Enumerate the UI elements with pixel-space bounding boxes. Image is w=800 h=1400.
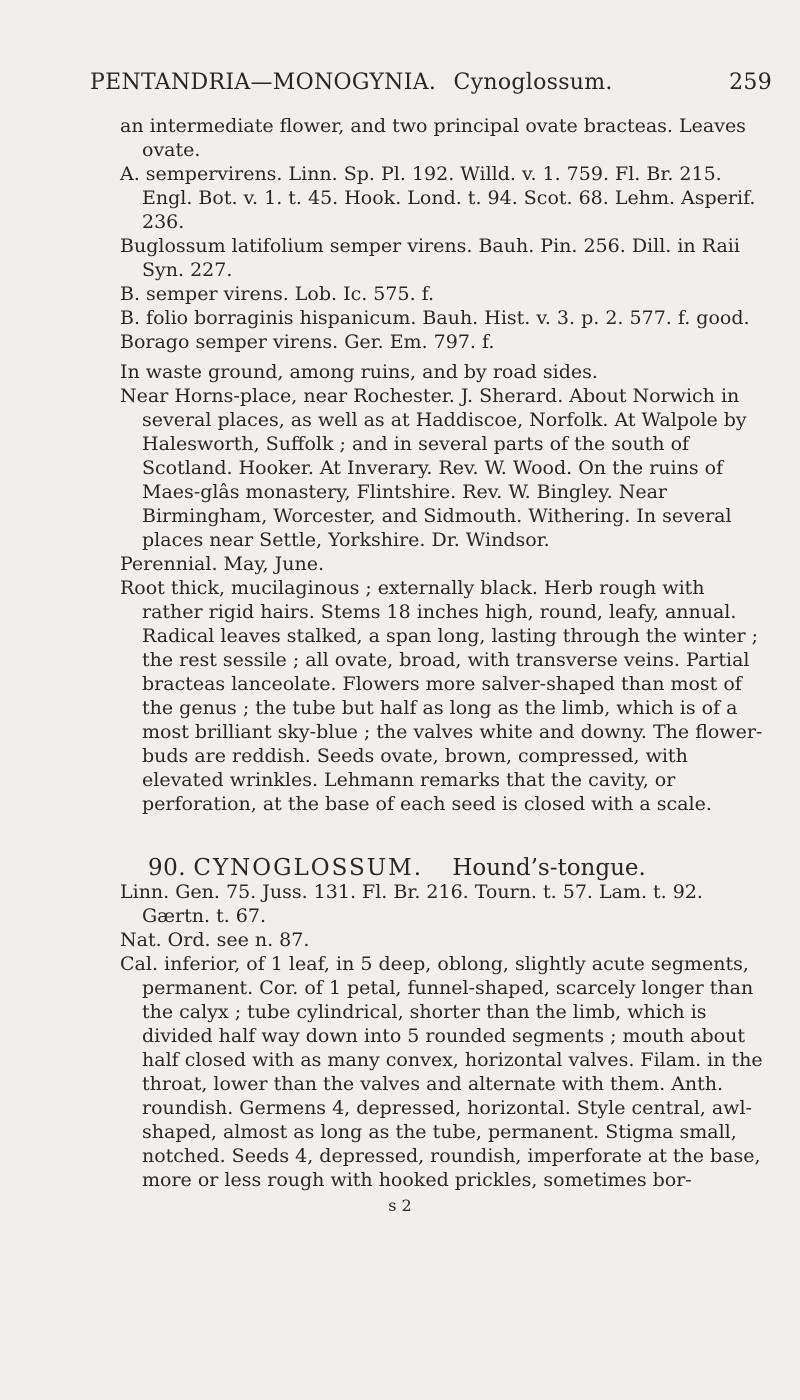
synonym-2: B. semper virens. Lob. Ic. 575. f. xyxy=(120,283,435,305)
signature-mark: s 2 xyxy=(388,1196,412,1215)
continuation-paragraph: an intermediate flower, and two principal ovate bracteas. Leaves ovate. xyxy=(120,115,746,161)
duration-paragraph: Perennial. May, June. xyxy=(120,553,324,575)
synonym-3: B. folio borraginis hispanicum. Bauh. Hist. v. 3. p. 2. 577. f. good. xyxy=(120,307,750,329)
genus-references: Linn. Gen. 75. Juss. 131. Fl. Br. 216. Tourn. t. 57. Lam. t. 92. Gærtn. t. 67. xyxy=(120,881,703,927)
genus-common-name: Hound’s-tongue. xyxy=(452,855,646,881)
habitat-paragraph: In waste ground, among ruins, and by road sides. xyxy=(120,361,598,383)
variety-a-paragraph: A. sempervirens. Linn. Sp. Pl. 192. Willd. v. 1. 759. Fl. Br. 215. Engl. Bot. v. 1. t. 45. Hook. Lond. t. 94. Scot. 68. Lehm. Asperif. 236. xyxy=(120,163,756,233)
running-header xyxy=(90,70,772,106)
localities-paragraph: Near Horns-place, near Rochester. J. Sherard. About Norwich in several places, as well as at Haddiscoe, Norfolk. At Walpole by Halesworth, Suffolk ; and in several parts of the south of Scotland. Hooker. At Inverary. Rev. W. Wood. On the ruins of Maes-glâs monastery, Flintshire. Rev. W. Bingley. Near Birmingham, Worcester, and Sidmouth. Withering. In several places near Settle, Yorkshire. Dr. Windsor. xyxy=(120,385,747,551)
genus-heading xyxy=(0,856,800,880)
header-genus: Cynoglossum. xyxy=(453,70,613,95)
description-paragraph: Root thick, mucilaginous ; externally black. Herb rough with rather rigid hairs. Stems 18 inches high, round, leafy, annual. Radical leaves stalked, a span long, lasting through the winter ; the rest sessile ; all ovate, broad, with transverse veins. Partial bracteas lanceolate. Flowers more salver-shaped than most of the genus ; the tube but half as long as the limb, which is of a most brilliant sky-blue ; the valves white and downy. The flower-buds are reddish. Seeds ovate, brown, compressed, with elevated wrinkles. Lehmann remarks that the cavity, or perforation, at the base of each seed is closed with a scale. xyxy=(120,577,763,815)
page-number: 259 xyxy=(729,70,772,95)
natural-order: Nat. Ord. see n. 87. xyxy=(120,929,310,951)
genus-number: 90. xyxy=(148,855,187,881)
genus-name: CYNOGLOSSUM. xyxy=(193,855,424,881)
synonym-1: Buglossum latifolium semper virens. Bauh. Pin. 256. Dill. in Raii Syn. 227. xyxy=(120,235,740,281)
header-title: PENTANDRIA—MONOGYNIA. xyxy=(90,70,437,95)
synonym-4: Borago semper virens. Ger. Em. 797. f. xyxy=(120,331,495,353)
page-body xyxy=(0,114,800,1234)
generic-character: Cal. inferior, of 1 leaf, in 5 deep, oblong, slightly acute segments, permanent. Cor. of 1 petal, funnel-shaped, scarcely longer than the calyx ; tube cylindrical, shorter than the limb, which is divided half way down into 5 rounded segments ; mouth about half closed with as many convex, horizontal valves. Filam. in the throat, lower than the valves and alternate with them. Anth. roundish. Germens 4, depressed, horizontal. Style central, awl-shaped, almost as long as the tube, permanent. Stigma small, notched. Seeds 4, depressed, roundish, imperforate at the base, more or less rough with hooked prickles, sometimes bor- xyxy=(120,953,763,1191)
